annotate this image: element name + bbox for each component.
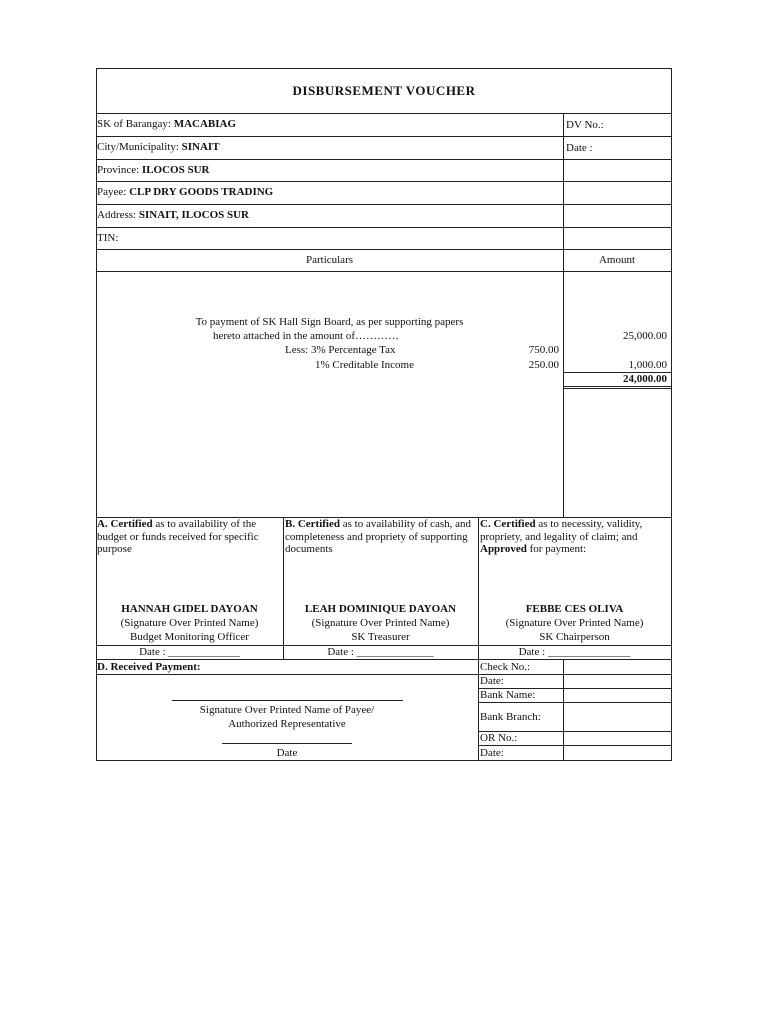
net-amount: 24,000.00: [623, 373, 667, 385]
certification-heading: A. Certified: [97, 518, 153, 530]
divider: [96, 204, 672, 205]
signatory-role: SK Chairperson: [539, 631, 610, 643]
field-label: Province:: [97, 164, 140, 176]
certification-text: for payment:: [529, 543, 587, 555]
certification-a: [97, 518, 280, 556]
received-date-label: Date: [276, 747, 298, 759]
check-number-label: Check No.:: [480, 661, 531, 673]
bank-branch-label: Bank Branch:: [480, 711, 541, 723]
signature-date: Date : _____________: [139, 646, 240, 658]
field-value: SINAIT: [181, 141, 220, 153]
date-label: Date :: [566, 142, 593, 154]
divider: [96, 674, 479, 675]
signature-caption: (Signature Over Printed Name): [311, 617, 450, 629]
signatory-name: LEAH DOMINIQUE DAYOAN: [304, 603, 457, 615]
divider: [96, 659, 672, 660]
certification-b: [285, 518, 475, 556]
signatory-name: FEBBE CES OLIVA: [525, 603, 624, 615]
divider: [563, 388, 671, 389]
less-tax-value: 750.00: [528, 344, 559, 356]
field-value: SINAIT, ILOCOS SUR: [138, 209, 249, 221]
signature-caption: Signature Over Printed Name of Payee/: [199, 704, 375, 716]
signature-line: [172, 700, 403, 701]
divider: [96, 271, 672, 272]
amount-header: Amount: [598, 254, 636, 266]
divider: [96, 181, 672, 182]
divider: [96, 227, 672, 228]
signature-date: Date : ______________: [327, 646, 434, 658]
tin-field: [97, 232, 118, 245]
city-field: [97, 141, 220, 154]
or-number-label: OR No.:: [480, 732, 518, 744]
creditable-income-label: 1% Creditable Income: [315, 359, 414, 371]
particulars-header: Particulars: [305, 254, 354, 266]
address-field: [97, 209, 249, 222]
divider: [478, 702, 672, 703]
check-date-label: Date:: [480, 675, 504, 687]
field-label: Payee:: [97, 186, 127, 198]
payee-field: [97, 186, 273, 199]
certification-heading: C. Certified: [480, 518, 536, 530]
divider: [96, 113, 672, 114]
certification-text: as to necessity, validity, propriety, and legality of claim; and: [480, 518, 643, 543]
signature-caption: Authorized Representative: [228, 718, 346, 730]
certification-c: [480, 518, 669, 556]
field-label: City/Municipality:: [97, 141, 179, 153]
border-top: [96, 68, 672, 69]
divider: [96, 249, 672, 250]
signature-caption: (Signature Over Printed Name): [505, 617, 644, 629]
received-payment-heading: D. Received Payment:: [97, 661, 201, 673]
field-label: SK of Barangay:: [97, 118, 171, 130]
field-value: ILOCOS SUR: [141, 164, 210, 176]
field-value: CLP DRY GOODS TRADING: [129, 186, 274, 198]
divider: [96, 136, 672, 137]
signatory-role: Budget Monitoring Officer: [130, 631, 249, 643]
province-field: [97, 164, 209, 177]
signatory-role: SK Treasurer: [351, 631, 410, 643]
field-label: Address:: [97, 209, 137, 221]
divider: [478, 745, 672, 746]
certification-text: as to availability of the budget or funds received for specific purpose: [97, 518, 259, 555]
divider: [96, 159, 672, 160]
sk-barangay-field: [97, 118, 236, 131]
border-bottom: [96, 760, 672, 761]
dv-number-label: DV No.:: [566, 119, 604, 131]
signature-date: Date : _______________: [518, 646, 631, 658]
border-right: [671, 68, 672, 760]
field-value: MACABIAG: [173, 118, 237, 130]
certification-heading: B. Certified: [285, 518, 340, 530]
gross-amount: 25,000.00: [623, 330, 667, 342]
certification-text: as to availability of cash, and completeness and propriety of supporting documents: [285, 518, 472, 555]
divider: [563, 113, 564, 518]
date-line: [222, 743, 352, 744]
divider: [563, 386, 671, 387]
bank-name-label: Bank Name:: [480, 689, 536, 701]
field-label: TIN:: [97, 232, 119, 244]
less-tax-label: Less: 3% Percentage Tax: [285, 344, 396, 356]
particulars-line: hereto attached in the amount of…………: [213, 330, 400, 342]
signatory-name: HANNAH GIDEL DAYOAN: [121, 603, 258, 615]
deduction-total: 1,000.00: [628, 359, 667, 371]
document-title: DISBURSEMENT VOUCHER: [292, 83, 476, 98]
signature-caption: (Signature Over Printed Name): [120, 617, 259, 629]
particulars-line: To payment of SK Hall Sign Board, as per supporting papers: [195, 316, 464, 328]
creditable-income-value: 250.00: [528, 359, 559, 371]
divider: [478, 674, 672, 675]
or-date-label: Date:: [480, 747, 504, 759]
approved-label: Approved: [480, 543, 527, 555]
